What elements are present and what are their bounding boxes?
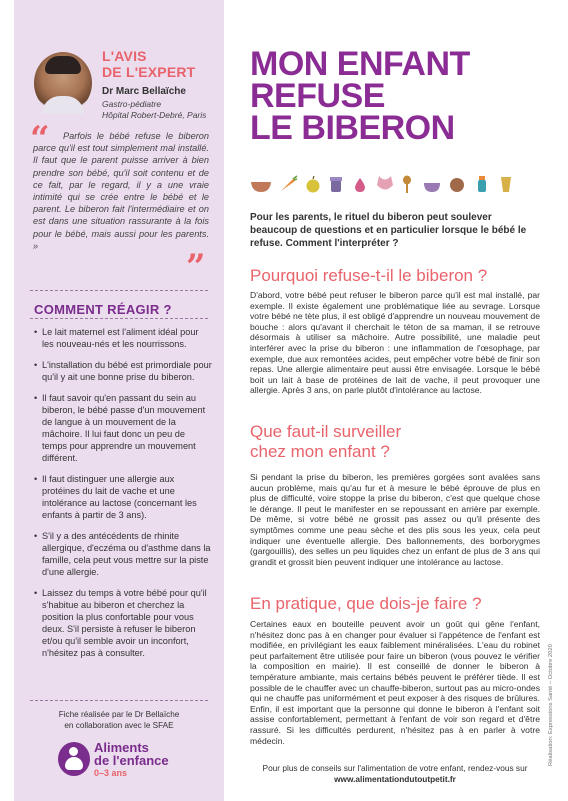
aliments-enfance-logo — [58, 740, 198, 782]
expert-quote: Parfois le bébé refuse le biberon parce qu'il est tout simplement mal installé. Il faut que le parent puisse arriver à bien prendre son bébé, qu'il soit contenu et de ce fait, par le regard, il y a une vraie intimité qui se crée entre le bébé et le parent. Le biberon fait l'intermédiaire et on est dans une situation rassurante à la fois pour le bébé, mais aussi pour les parents. » — [33, 131, 209, 251]
cup-icon — [422, 175, 442, 193]
close-quote-icon: ” — [186, 247, 206, 287]
expert-role-line1: Gastro-pédiatre — [102, 99, 162, 109]
fruit-icon — [448, 175, 466, 193]
section-title-line2: chez mon enfant ? — [250, 442, 390, 461]
expert-role — [102, 99, 232, 121]
pear-icon — [352, 175, 368, 193]
carrot-icon — [278, 175, 298, 193]
page-title-line3: LE BIBERON — [250, 109, 455, 147]
production-credit: Réalisation: Expressions Santé – Octobre 2020 — [548, 644, 554, 766]
expert-name: Dr Marc Bellaïche — [102, 86, 186, 97]
open-quote-icon: “ — [30, 119, 50, 159]
intro-text: Pour les parents, le rituel du biberon peut soulever beaucoup de questions et en particulier lorsque le bébé le refuse. Comment l'interpréter ? — [250, 212, 527, 249]
list-item: • Le lait maternel est l'aliment idéal pour les nouveau-nés et les nourrissons. — [34, 326, 212, 350]
section-title: Pourquoi refuse-t-il le biberon ? — [250, 266, 488, 285]
expert-avatar — [34, 52, 92, 114]
sheet-credit-line1: Fiche réalisée par le Dr Bellaïche — [58, 710, 180, 719]
divider — [30, 700, 208, 701]
expert-title — [102, 48, 195, 80]
section-body: D'abord, votre bébé peut refuser le biberon parce qu'il est mal installé, par exemple. Il existe également une problématique liée au sevrage. Lorsque votre bébé ne tète plus, il est obligé d'apprendre un nouveau mouvement de bouche : alors qu'avant il cherchait le téton de sa maman, il se retrouve désormais à utiliser sa mâchoire. Autre possibilité, une maladie peut interférer avec la prise du biberon : une inflammation de l'œsophage, par exemple, due aux remontées acides, peut empêcher votre bébé de finir son repas. Une allergie alimentaire peut aussi être envisagée. Lorsque le bébé boit un lait à base de protéines de lait de vache, il peut provoquer une allergie. Après 3 ans, on parle plutôt d'intolérance au lactose. — [250, 290, 540, 396]
bottle-icon — [474, 175, 490, 193]
resources-footer — [250, 763, 540, 784]
glass-icon — [498, 175, 514, 193]
divider — [30, 290, 208, 291]
list-item: • Il faut savoir qu'en passant du sein au biberon, le bébé passe d'un mouvement de langue à un mouvement de la mâchoire. Il lui faut donc un peu de temps pour apprendre un mouvement différent. — [34, 392, 212, 464]
apple-icon — [304, 175, 322, 193]
section-title-line1: Que faut-il surveiller — [250, 422, 402, 441]
expert-header — [14, 40, 224, 130]
jar-icon — [328, 175, 344, 193]
section-body: Certaines eaux en bouteille peuvent avoir un goût qui gêne l'enfant, n'hésitez donc pas à en changer pour évaluer si l'appétence de l'enfant est modifiée, en privilégiant les eaux faiblement minéralisées. L'eau du robinet peut parfaitement être utilisée pour faire un biberon (vous pouvez le vérifier la composition en mairie). Il est conseillé de donner le biberon à température ambiante, mais certains bébés peuvent le préférer tiède. Il est possible de le chauffer avec un chauffe-biberon, surtout pas au micro-ondes qui ne chauffe pas uniformément et peut exposer à des risques de brûlures. Enfin, il est important que la personne qui donne le biberon à l'enfant soit assise confortablement, permettant à l'enfant de voir son regard et d'être rassuré. Si les difficultés perdurent, n'hésitez pas à en parler à votre médecin. — [250, 619, 540, 746]
logo-line3: 0–3 ans — [94, 768, 128, 778]
bowl-icon — [250, 175, 272, 193]
reagir-list — [34, 326, 212, 668]
bib-icon — [376, 175, 394, 193]
website-link[interactable]: www.alimentationdutoutpetit.fr — [334, 773, 456, 784]
resources-footer-text: Pour plus de conseils sur l'alimentation de votre enfant, rendez-vous sur — [262, 763, 528, 773]
section-title: En pratique, que dois-je faire ? — [250, 594, 482, 613]
list-item: • Laissez du temps à votre bébé pour qu'il s'habitue au biberon et cherchez la position la plus confortable pour vous deux. S'il persiste à refuser le biberon et/ou qu'il semble avoir un inconfort, n'hésitez pas à consulter. — [34, 587, 212, 659]
reagir-title: COMMENT RÉAGIR ? — [34, 302, 172, 317]
page-title — [250, 45, 550, 147]
child-logo-icon — [58, 742, 90, 776]
page-title-line1: MON ENFANT — [250, 45, 470, 83]
logo-line1: Aliments — [94, 740, 149, 755]
list-item: • Il faut distinguer une allergie aux protéines du lait de vache et une intolérance au lactose (concernant les enfants à partir de 3 ans). — [34, 473, 212, 521]
section-title — [250, 422, 550, 462]
divider — [30, 318, 208, 319]
list-item: • S'il y a des antécédents de rhinite allergique, d'eczéma ou d'asthme dans la famille, cela peut vous mettre sur la piste d'une allergie. — [34, 530, 212, 578]
food-icons-row — [250, 175, 540, 197]
expert-title-line1: L'AVIS — [102, 48, 147, 64]
sheet-credit-line2: en collaboration avec le SFAE — [64, 720, 174, 730]
sheet-credit — [14, 710, 224, 731]
expert-role-line2: Hôpital Robert-Debré, Paris — [102, 110, 207, 120]
spoon-icon — [400, 175, 414, 193]
expert-title-line2: DE L'EXPERT — [102, 64, 196, 80]
logo-line2: de l'enfance — [94, 753, 169, 768]
list-item: • L'installation du bébé est primordiale pour qu'il y ait une bonne prise du biberon. — [34, 359, 212, 383]
section-body: Si pendant la prise du biberon, les premières gorgées sont avalées sans aucun problème, mais qu'au fur et à mesure le bébé éprouve de plus en plus de difficulté, voire stoppe la prise du biberon, c'est que quelque chose le dérange. Il peut le manifester en se repoussant en arrière par exemple. De même, si votre bébé ne grossit pas assez ou qu'il présente des symptômes comme une peau sèche et des plis sous les yeux, cela peut indiquer une éventuelle allergie. Des ballonnements, des borborygmes (gargouillis), des selles un peu liquides chez un enfant de plus de 3 ans qui grandit et grossit bien peuvent indiquer une intolérance au lactose. — [250, 472, 540, 567]
page-title-line2: REFUSE — [250, 77, 385, 115]
